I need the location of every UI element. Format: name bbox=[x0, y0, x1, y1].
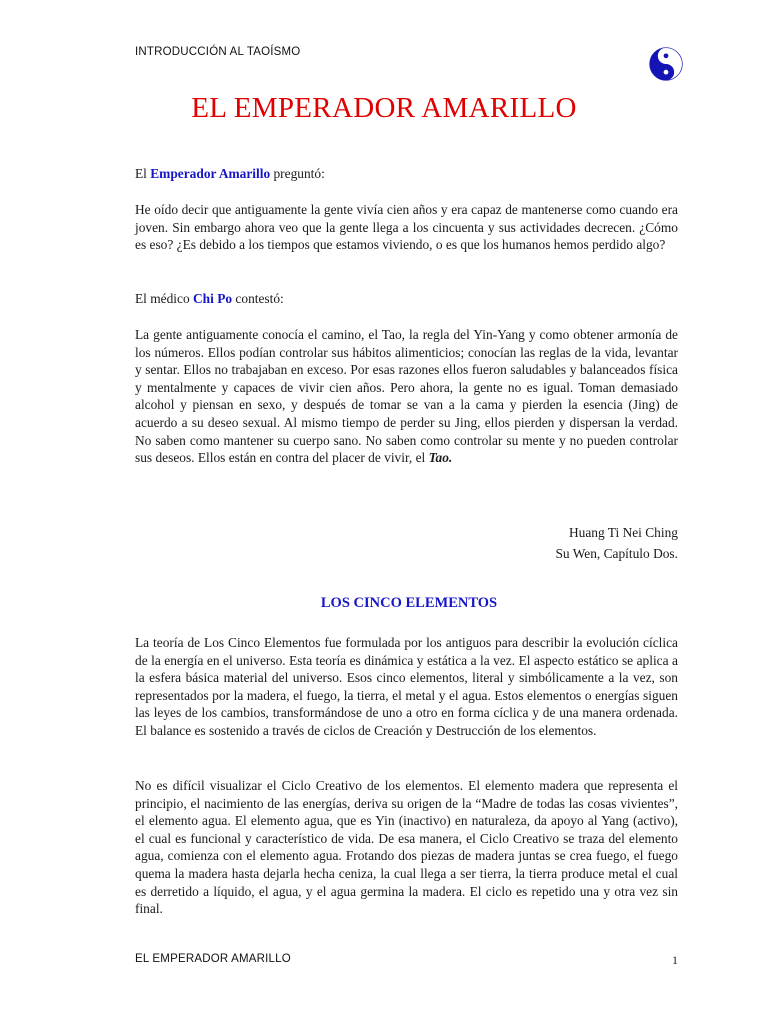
section-title: LOS CINCO ELEMENTOS bbox=[320, 595, 498, 611]
speaker-emperador: Emperador Amarillo bbox=[150, 166, 271, 181]
answer-text: La gente antiguamente conocía el camino, el Tao, la regla del Yin-Yang y como obtener armonía de los números. Ellos podían controlar sus hábitos alimenticios; conocían las reglas de la vida, levantar y sentar. Ellos no trabajaban en exceso. Por esas razones ellos fueron saludables y balanceados física y mentalmente y capaces de vivir cien años. Pero ahora, la gente no es igual. Toman demasiado alcohol y piensan en sexo, y después de tomar se van a la cama y pierden la esencia (Jing) de acuerdo a su deseo sexual. Al mismo tiempo de perder su Jing, ellos pierden y dispersan la verdad. No saben como mantener su cuerpo sano. No saben como controlar su mente y no pueden controlar sus deseos. Ellos están en contra del placer de vivir, el bbox=[135, 327, 678, 466]
attribution bbox=[400, 522, 678, 564]
elements-paragraph-2: No es difícil visualizar el Ciclo Creativo de los elementos. El elemento madera que representa el principio, el nacimiento de las energías, deriva su origen de la “Madre de todas las cosas vivientes”, el elemento agua. El elemento agua, que es Yin (inactivo) en naturaleza, da apoyo al Yang (activo), el cual es funcional y característico de vida. De esa manera, el Ciclo Creativo se traza del elemento agua, comienza con el elemento agua. Frotando dos piezas de madera juntas se crea fuego, el fuego quema la madera hasta dejarla hecha ceniza, la cual llega a ser tierra, la tierra produce metal el cual es derretido a líquido, el agua, y el agua germina la madera. El ciclo es repetido una y otra vez sin final. bbox=[135, 778, 678, 917]
running-footer: EL EMPERADOR AMARILLO bbox=[135, 953, 291, 965]
reply-verb: contestó: bbox=[232, 291, 284, 306]
reply-intro-line bbox=[135, 290, 678, 308]
speaker-chi-po: Chi Po bbox=[193, 291, 233, 306]
attribution-chapter: Su Wen, Capítulo Dos. bbox=[555, 546, 678, 561]
attribution-source: Huang Ti Nei Ching bbox=[568, 525, 678, 540]
intro-line bbox=[135, 165, 678, 183]
page-title: EL EMPERADOR AMARILLO bbox=[191, 92, 577, 124]
intro-lead: El bbox=[135, 166, 151, 181]
page-number: 1 bbox=[672, 953, 678, 967]
running-header: INTRODUCCIÓN AL TAOÍSMO bbox=[135, 46, 301, 58]
elements-paragraph-1: La teoría de Los Cinco Elementos fue formulada por los antiguos para describir la evolución cíclica de la energía en el universo. Esta teoría es dinámica y estática a la vez. El aspecto estático se aplica a la esfera básica material del universo. Esos cinco elementos, literal y simbólicamente a la vez, son representados por la madera, el fuego, la tierra, el metal y el agua. Estos elementos o energías siguen las leyes de los cambios, transformándose de uno a otro en forma cíclica y de una manera ordenada. El balance es sostenido a través de ciclos de Creación y Destrucción de los elementos. bbox=[135, 635, 678, 738]
intro-verb: preguntó: bbox=[270, 166, 325, 181]
answer-paragraph bbox=[135, 326, 678, 467]
yin-yang-icon bbox=[649, 47, 683, 81]
question-paragraph: He oído decir que antiguamente la gente vivía cien años y era capaz de mantenerse como cuando era joven. Sin embargo ahora veo que la gente llega a los cincuenta y sus actividades decrecen. ¿Cómo es eso? ¿Es debido a los tiempos que estamos viviendo, o es que los humanos hemos perdido algo? bbox=[135, 202, 678, 253]
answer-emphasis: Tao. bbox=[428, 450, 453, 466]
reply-lead: El médico bbox=[135, 291, 194, 306]
